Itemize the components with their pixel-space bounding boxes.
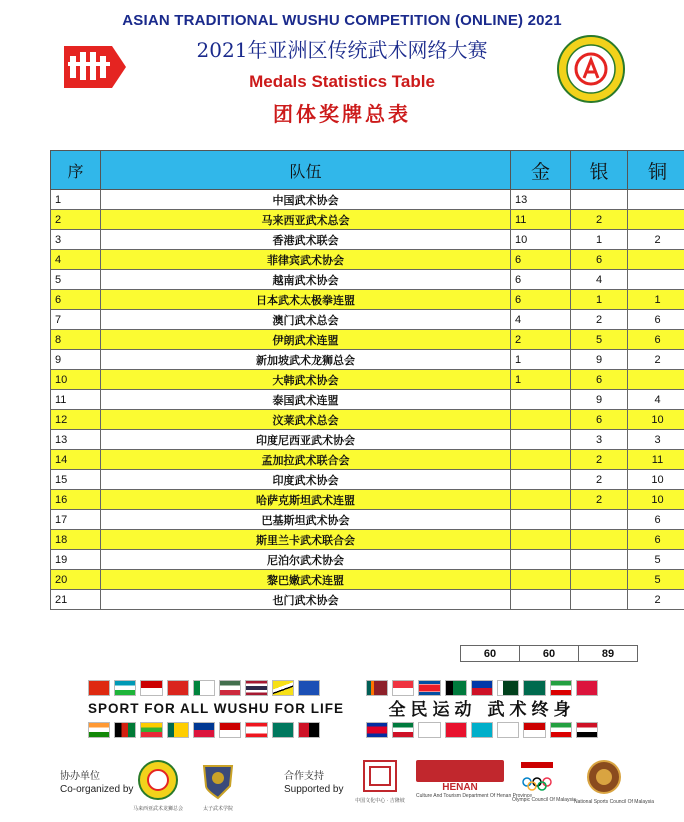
team-cell: 也门武术协会 bbox=[101, 590, 511, 610]
rank-cell: 7 bbox=[51, 310, 101, 330]
flag-icon bbox=[114, 680, 136, 696]
coorganizer-caption-2: 太子武术学院 bbox=[202, 806, 233, 812]
gold-cell bbox=[511, 450, 571, 470]
gold-cell: 13 bbox=[511, 190, 571, 210]
flag-row-top-right bbox=[366, 680, 598, 696]
header-silver: 银 bbox=[571, 151, 628, 190]
silver-cell: 2 bbox=[571, 490, 628, 510]
coorganized-en: Co-organized by bbox=[60, 784, 134, 795]
bronze-cell: 2 bbox=[628, 230, 684, 250]
subtitle-english: Medals Statistics Table bbox=[249, 72, 435, 91]
table-row bbox=[51, 530, 684, 550]
flag-icon bbox=[418, 722, 440, 738]
table-row bbox=[51, 270, 684, 290]
table-row bbox=[51, 570, 684, 590]
silver-cell: 2 bbox=[571, 310, 628, 330]
bronze-cell: 3 bbox=[628, 430, 684, 450]
team-cell: 香港武术联会 bbox=[101, 230, 511, 250]
bronze-cell bbox=[628, 370, 684, 390]
flag-icon bbox=[445, 680, 467, 696]
team-cell: 伊朗武术连盟 bbox=[101, 330, 511, 350]
rank-cell: 5 bbox=[51, 270, 101, 290]
bronze-cell: 6 bbox=[628, 310, 684, 330]
flag-icon bbox=[523, 722, 545, 738]
team-cell: 菲律宾武术协会 bbox=[101, 250, 511, 270]
sponsor-caption-3: Olympic Council Of Malaysia bbox=[512, 797, 576, 803]
silver-cell bbox=[571, 510, 628, 530]
team-cell: 新加坡武术龙狮总会 bbox=[101, 350, 511, 370]
table-row bbox=[51, 510, 684, 530]
sports-council-icon bbox=[587, 760, 621, 794]
bronze-cell bbox=[628, 250, 684, 270]
silver-cell: 2 bbox=[571, 210, 628, 230]
flag-icon bbox=[88, 722, 110, 738]
table-header-row bbox=[51, 151, 684, 190]
flag-icon bbox=[550, 680, 572, 696]
supported-cn: 合作支持 bbox=[284, 771, 324, 782]
flag-icon bbox=[193, 722, 215, 738]
flag-icon bbox=[523, 680, 545, 696]
flag-icon bbox=[445, 722, 467, 738]
silver-cell: 6 bbox=[571, 250, 628, 270]
rank-cell: 12 bbox=[51, 410, 101, 430]
flag-icon bbox=[392, 722, 414, 738]
flag-icon bbox=[298, 722, 320, 738]
flag-icon bbox=[219, 722, 241, 738]
flag-icon bbox=[550, 722, 572, 738]
bronze-cell: 6 bbox=[628, 330, 684, 350]
silver-cell: 5 bbox=[571, 330, 628, 350]
silver-cell: 6 bbox=[571, 410, 628, 430]
gold-cell: 1 bbox=[511, 350, 571, 370]
table-row bbox=[51, 550, 684, 570]
flag-icon bbox=[471, 680, 493, 696]
federation-seal-icon bbox=[556, 34, 626, 104]
header-bronze: 铜 bbox=[628, 151, 684, 190]
coorganized-label bbox=[60, 770, 133, 796]
slogan-english: SPORT FOR ALL WUSHU FOR LIFE bbox=[88, 701, 344, 716]
bronze-cell bbox=[628, 270, 684, 290]
rank-cell: 11 bbox=[51, 390, 101, 410]
gold-cell bbox=[511, 430, 571, 450]
table-row bbox=[51, 330, 684, 350]
sponsor-caption-4: National Sports Council Of Malaysia bbox=[574, 799, 655, 805]
title-chinese: 2021年亚洲区传统武术网络大赛 bbox=[196, 38, 488, 62]
team-cell: 巴基斯坦武术协会 bbox=[101, 510, 511, 530]
sponsor-logo-3 bbox=[512, 760, 576, 803]
gold-cell bbox=[511, 530, 571, 550]
gold-cell bbox=[511, 410, 571, 430]
gold-cell bbox=[511, 490, 571, 510]
flag-icon bbox=[245, 680, 267, 696]
flag-icon bbox=[576, 722, 598, 738]
coorganizer-logo-2 bbox=[196, 760, 240, 812]
bronze-cell: 2 bbox=[628, 350, 684, 370]
bronze-cell: 11 bbox=[628, 450, 684, 470]
table-row bbox=[51, 410, 684, 430]
team-cell: 哈萨克斯坦武术连盟 bbox=[101, 490, 511, 510]
flag-icon bbox=[167, 680, 189, 696]
coorganized-cn: 协办单位 bbox=[60, 771, 100, 782]
silver-cell: 2 bbox=[571, 470, 628, 490]
team-cell: 大韩武术协会 bbox=[101, 370, 511, 390]
table-row bbox=[51, 350, 684, 370]
flag-icon bbox=[88, 680, 110, 696]
flag-icon bbox=[298, 680, 320, 696]
flag-icon bbox=[366, 722, 388, 738]
table-row bbox=[51, 230, 684, 250]
gold-cell: 4 bbox=[511, 310, 571, 330]
silver-cell bbox=[571, 570, 628, 590]
bronze-cell: 10 bbox=[628, 410, 684, 430]
flag-icon bbox=[497, 722, 519, 738]
gold-cell bbox=[511, 590, 571, 610]
coorganizer-caption-1: 马来西亚武术龙狮总会 bbox=[132, 806, 183, 812]
flags-banner-left bbox=[88, 680, 344, 742]
henan-logo-icon bbox=[416, 760, 504, 782]
total-bronze: 89 bbox=[579, 646, 638, 662]
gold-cell: 6 bbox=[511, 250, 571, 270]
flag-icon bbox=[272, 722, 294, 738]
team-cell: 马来西亚武术总会 bbox=[101, 210, 511, 230]
flag-icon bbox=[140, 722, 162, 738]
rank-cell: 1 bbox=[51, 190, 101, 210]
cultural-centre-icon bbox=[363, 760, 397, 792]
team-cell: 孟加拉武术联合会 bbox=[101, 450, 511, 470]
flag-icon bbox=[576, 680, 598, 696]
bronze-cell bbox=[628, 210, 684, 230]
bronze-cell: 1 bbox=[628, 290, 684, 310]
bronze-cell: 6 bbox=[628, 510, 684, 530]
rank-cell: 6 bbox=[51, 290, 101, 310]
silver-cell bbox=[571, 550, 628, 570]
silver-cell: 6 bbox=[571, 370, 628, 390]
silver-cell bbox=[571, 190, 628, 210]
silver-cell: 3 bbox=[571, 430, 628, 450]
gold-cell: 6 bbox=[511, 290, 571, 310]
flag-icon bbox=[366, 680, 388, 696]
gold-cell bbox=[511, 470, 571, 490]
page-header bbox=[0, 0, 684, 140]
rank-cell: 20 bbox=[51, 570, 101, 590]
team-cell: 印度尼西亚武术协会 bbox=[101, 430, 511, 450]
sponsor-logo-1 bbox=[352, 760, 408, 804]
header-gold: 金 bbox=[511, 151, 571, 190]
table-row bbox=[51, 450, 684, 470]
header-seq: 序 bbox=[51, 151, 101, 190]
silver-cell: 4 bbox=[571, 270, 628, 290]
team-cell: 印度武术协会 bbox=[101, 470, 511, 490]
header-team: 队伍 bbox=[101, 151, 511, 190]
flag-icon bbox=[140, 680, 162, 696]
flag-row-bottom-left bbox=[88, 722, 320, 738]
rank-cell: 3 bbox=[51, 230, 101, 250]
olympic-rings-icon bbox=[515, 760, 559, 792]
team-cell: 日本武术太极拳连盟 bbox=[101, 290, 511, 310]
flag-icon bbox=[245, 722, 267, 738]
table-row bbox=[51, 490, 684, 510]
flag-row-bottom-right bbox=[366, 722, 598, 738]
team-cell: 斯里兰卡武术联合会 bbox=[101, 530, 511, 550]
table-row bbox=[51, 190, 684, 210]
table-row bbox=[51, 250, 684, 270]
henan-label: HENAN bbox=[442, 782, 478, 793]
bronze-cell: 10 bbox=[628, 490, 684, 510]
flag-icon bbox=[272, 680, 294, 696]
gold-cell: 1 bbox=[511, 370, 571, 390]
team-cell: 泰国武术连盟 bbox=[101, 390, 511, 410]
flag-icon bbox=[167, 722, 189, 738]
gold-cell bbox=[511, 570, 571, 590]
sponsor-logo-2 bbox=[416, 760, 533, 799]
rank-cell: 10 bbox=[51, 370, 101, 390]
bronze-cell: 10 bbox=[628, 470, 684, 490]
rank-cell: 14 bbox=[51, 450, 101, 470]
federation-emblem-icon bbox=[138, 760, 178, 800]
bronze-cell: 6 bbox=[628, 530, 684, 550]
sponsor-logo-4 bbox=[574, 760, 655, 805]
gold-cell: 11 bbox=[511, 210, 571, 230]
table-row bbox=[51, 210, 684, 230]
table-row bbox=[51, 310, 684, 330]
team-cell: 尼泊尔武术协会 bbox=[101, 550, 511, 570]
table-row bbox=[51, 390, 684, 410]
rank-cell: 2 bbox=[51, 210, 101, 230]
coorganizer-logo-1 bbox=[128, 760, 188, 812]
team-cell: 澳门武术总会 bbox=[101, 310, 511, 330]
silver-cell bbox=[571, 590, 628, 610]
flag-row-top-left bbox=[88, 680, 320, 696]
gold-cell bbox=[511, 510, 571, 530]
team-cell: 汶莱武术总会 bbox=[101, 410, 511, 430]
totals-table bbox=[460, 645, 638, 662]
table-row bbox=[51, 590, 684, 610]
gold-cell: 2 bbox=[511, 330, 571, 350]
academy-crest-icon bbox=[200, 760, 236, 800]
bronze-cell: 5 bbox=[628, 550, 684, 570]
flag-icon bbox=[114, 722, 136, 738]
rank-cell: 19 bbox=[51, 550, 101, 570]
flag-icon bbox=[392, 680, 414, 696]
flag-icon bbox=[219, 680, 241, 696]
flags-banner-right bbox=[366, 680, 598, 742]
rank-cell: 18 bbox=[51, 530, 101, 550]
silver-cell bbox=[571, 530, 628, 550]
total-silver: 60 bbox=[520, 646, 579, 662]
gold-cell: 10 bbox=[511, 230, 571, 250]
silver-cell: 2 bbox=[571, 450, 628, 470]
flag-icon bbox=[193, 680, 215, 696]
silver-cell: 1 bbox=[571, 290, 628, 310]
silver-cell: 9 bbox=[571, 350, 628, 370]
supported-en: Supported by bbox=[284, 784, 344, 795]
gold-cell: 6 bbox=[511, 270, 571, 290]
total-gold: 60 bbox=[461, 646, 520, 662]
table-row bbox=[51, 430, 684, 450]
team-cell: 中国武术协会 bbox=[101, 190, 511, 210]
bronze-cell: 5 bbox=[628, 570, 684, 590]
rank-cell: 15 bbox=[51, 470, 101, 490]
silver-cell: 1 bbox=[571, 230, 628, 250]
gold-cell bbox=[511, 550, 571, 570]
rank-cell: 9 bbox=[51, 350, 101, 370]
sponsor-caption-1: 中国文化中心 · 吉隆坡 bbox=[355, 798, 405, 804]
totals-row bbox=[461, 646, 638, 662]
slogan-chinese: 全民运动 武术终身 bbox=[388, 700, 576, 720]
team-cell: 黎巴嫩武术连盟 bbox=[101, 570, 511, 590]
flag-icon bbox=[418, 680, 440, 696]
table-row bbox=[51, 370, 684, 390]
rank-cell: 17 bbox=[51, 510, 101, 530]
rank-cell: 4 bbox=[51, 250, 101, 270]
table-row bbox=[51, 470, 684, 490]
rank-cell: 8 bbox=[51, 330, 101, 350]
bronze-cell: 4 bbox=[628, 390, 684, 410]
bronze-cell: 2 bbox=[628, 590, 684, 610]
medals-table-body bbox=[51, 190, 684, 610]
silver-cell: 9 bbox=[571, 390, 628, 410]
rank-cell: 21 bbox=[51, 590, 101, 610]
bronze-cell bbox=[628, 190, 684, 210]
sponsor-caption-2: Culture And Tourism Department Of Henan Province bbox=[416, 793, 533, 799]
rank-cell: 16 bbox=[51, 490, 101, 510]
table-row bbox=[51, 290, 684, 310]
flag-icon bbox=[497, 680, 519, 696]
gold-cell bbox=[511, 390, 571, 410]
title-english: ASIAN TRADITIONAL WUSHU COMPETITION (ONLINE) 2021 bbox=[122, 12, 562, 29]
subtitle-chinese: 团体奖牌总表 bbox=[273, 102, 411, 126]
rank-cell: 13 bbox=[51, 430, 101, 450]
team-cell: 越南武术协会 bbox=[101, 270, 511, 290]
supported-label bbox=[284, 770, 344, 796]
medals-table bbox=[50, 150, 684, 610]
flag-icon bbox=[471, 722, 493, 738]
